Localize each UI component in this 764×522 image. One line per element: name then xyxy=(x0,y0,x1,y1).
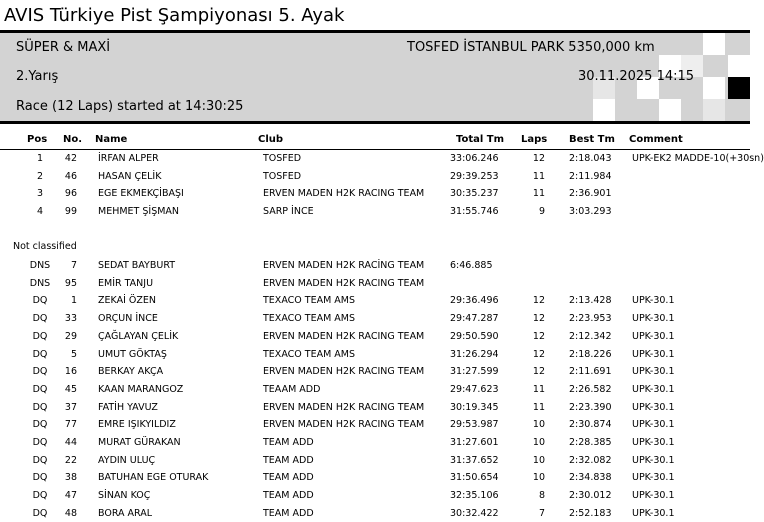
cell-name: SİNAN KOÇ xyxy=(98,490,151,502)
cell-best: 2:11.984 xyxy=(569,170,612,182)
cell-best: 2:13.428 xyxy=(569,295,612,307)
cell-pos: DNS xyxy=(29,277,51,289)
cell-comment: UPK-EK2 MADDE-10(+30sn) xyxy=(632,153,764,164)
cell-total: 33:06.246 xyxy=(450,153,499,164)
col-club: Club xyxy=(258,134,284,145)
cell-club: TEAM ADD xyxy=(263,490,314,502)
cell-comment: UPK-30.1 xyxy=(632,401,675,413)
cell-laps: 12 xyxy=(532,348,545,360)
cell-name: HASAN ÇELİK xyxy=(98,170,162,182)
table-row xyxy=(0,258,750,274)
cell-total: 31:27.601 xyxy=(450,437,499,448)
table-row xyxy=(0,169,750,185)
cell-total: 31:37.652 xyxy=(450,454,499,466)
cell-best: 2:12.342 xyxy=(569,330,612,342)
cell-comment: UPK-30.1 xyxy=(632,313,675,325)
cell-total: 29:47.623 xyxy=(450,383,499,395)
not-classified-heading: Not classified xyxy=(13,241,77,252)
cell-pos: DQ xyxy=(32,401,48,413)
cell-name: ÇAĞLAYAN ÇELİK xyxy=(98,330,179,342)
cell-club: TEXACO TEAM AMS xyxy=(263,313,356,325)
cell-laps: 9 xyxy=(538,206,545,218)
table-row xyxy=(0,151,764,167)
cell-best: 2:18.043 xyxy=(569,153,612,164)
table-row xyxy=(0,364,750,380)
cell-no: 44 xyxy=(64,437,77,448)
cell-name: KAAN MARANGOZ xyxy=(98,383,184,395)
cell-laps: 10 xyxy=(532,454,545,466)
cell-comment: UPK-30.1 xyxy=(632,472,675,484)
cell-laps: 11 xyxy=(532,188,545,200)
cell-pos: DQ xyxy=(32,348,48,360)
column-divider xyxy=(0,149,750,150)
cell-name: MEHMET ŞİŞMAN xyxy=(98,206,180,218)
cell-club: ERVEN MADEN H2K RACİNG TEAM xyxy=(263,260,425,271)
cell-club: ERVEN MADEN H2K RACING TEAM xyxy=(263,419,425,431)
page-title: AVIS Türkiye Pist Şampiyonası 5. Ayak xyxy=(4,5,345,26)
cell-name: AYDIN ULUÇ xyxy=(98,454,156,466)
cell-name: EMİR TANJU xyxy=(98,277,154,289)
cell-comment: UPK-30.1 xyxy=(632,330,675,342)
cell-laps: 12 xyxy=(532,295,545,307)
cell-club: TEAM ADD xyxy=(263,507,314,519)
cell-comment: UPK-30.1 xyxy=(632,295,675,307)
cell-no: 95 xyxy=(64,277,77,289)
table-row xyxy=(0,488,750,504)
cell-laps: 12 xyxy=(532,153,545,164)
cell-pos: 1 xyxy=(36,153,44,164)
cell-total: 30:19.345 xyxy=(450,401,499,413)
col-best: Best Tm xyxy=(569,134,615,145)
cell-comment: UPK-30.1 xyxy=(632,507,675,519)
cell-name: EMRE IŞIKYILDIZ xyxy=(98,419,176,431)
cell-name: BATUHAN EGE OTURAK xyxy=(98,472,209,484)
cell-no: 77 xyxy=(64,419,77,431)
cell-comment: UPK-30.1 xyxy=(632,383,675,395)
table-row xyxy=(0,186,750,202)
col-comment: Comment xyxy=(629,134,683,145)
cell-club: TEAM ADD xyxy=(263,437,314,448)
cell-best: 2:30.874 xyxy=(569,419,612,431)
cell-club: ERVEN MADEN H2K RACING TEAM xyxy=(263,366,425,378)
col-total: Total Tm xyxy=(456,134,505,145)
cell-total: 29:39.253 xyxy=(450,170,499,182)
cell-name: UMUT GÖKTAŞ xyxy=(98,348,167,360)
race-info: Race (12 Laps) started at 14:30:25 xyxy=(16,99,244,114)
cell-name: ZEKAİ ÖZEN xyxy=(98,295,156,307)
cell-pos: 4 xyxy=(36,206,44,218)
table-row xyxy=(0,276,750,292)
cell-name: BERKAY AKÇA xyxy=(98,366,164,378)
race-category: SÜPER & MAXİ xyxy=(16,40,111,55)
cell-no: 38 xyxy=(64,472,77,484)
cell-best: 2:11.691 xyxy=(569,366,612,378)
cell-total: 31:50.654 xyxy=(450,472,499,484)
cell-name: İRFAN ALPER xyxy=(98,153,159,164)
cell-club: ERVEN MADEN H2K RACING TEAM xyxy=(263,277,425,289)
cell-best: 2:26.582 xyxy=(569,383,612,395)
cell-total: 31:26.294 xyxy=(450,348,499,360)
cell-no: 37 xyxy=(64,401,77,413)
cell-total: 30:35.237 xyxy=(450,188,499,200)
cell-club: TOSFED xyxy=(263,170,302,182)
cell-no: 33 xyxy=(64,313,77,325)
cell-club: ERVEN MADEN H2K RACING TEAM xyxy=(263,401,425,413)
cell-total: 31:27.599 xyxy=(450,366,499,378)
table-row xyxy=(0,382,750,398)
cell-no: 48 xyxy=(64,507,77,519)
cell-laps: 8 xyxy=(538,490,545,502)
table-row xyxy=(0,400,750,416)
cell-total: 6:46.885 xyxy=(450,260,493,271)
cell-pos: DQ xyxy=(32,472,48,484)
cell-laps: 11 xyxy=(532,401,545,413)
cell-best: 2:18.226 xyxy=(569,348,612,360)
cell-name: FATİH YAVUZ xyxy=(98,401,158,413)
col-no: No. xyxy=(63,134,83,145)
cell-no: 5 xyxy=(70,348,77,360)
cell-best: 2:23.390 xyxy=(569,401,612,413)
cell-laps: 11 xyxy=(532,383,545,395)
cell-no: 7 xyxy=(70,260,77,271)
cell-name: EGE EKMEKÇİBAŞI xyxy=(98,188,184,200)
cell-comment: UPK-30.1 xyxy=(632,454,675,466)
cell-club: TEAM ADD xyxy=(263,472,314,484)
cell-best: 2:36.901 xyxy=(569,188,612,200)
cell-comment: UPK-30.1 xyxy=(632,419,675,431)
cell-pos: DQ xyxy=(32,490,48,502)
cell-club: TEXACO TEAM AMS xyxy=(263,348,356,360)
table-row xyxy=(0,293,750,309)
cell-comment: UPK-30.1 xyxy=(632,366,675,378)
cell-name: SEDAT BAYBURT xyxy=(98,260,176,271)
table-row xyxy=(0,453,750,469)
cell-no: 16 xyxy=(64,366,77,378)
cell-best: 3:03.293 xyxy=(569,206,612,218)
table-row xyxy=(0,311,750,327)
table-row xyxy=(0,435,750,451)
cell-laps: 12 xyxy=(532,330,545,342)
cell-pos: DQ xyxy=(32,366,48,378)
cell-club: TOSFED xyxy=(263,153,302,164)
cell-total: 29:47.287 xyxy=(450,313,499,325)
cell-club: TEAAM ADD xyxy=(263,383,321,395)
race-header xyxy=(0,33,750,121)
cell-best: 2:52.183 xyxy=(569,507,612,519)
cell-pos: DQ xyxy=(32,313,48,325)
header-divider xyxy=(0,121,750,124)
cell-laps: 10 xyxy=(532,419,545,431)
cell-no: 96 xyxy=(64,188,77,200)
cell-no: 42 xyxy=(64,153,77,164)
cell-laps: 12 xyxy=(532,313,545,325)
table-row xyxy=(0,417,750,433)
cell-comment: UPK-30.1 xyxy=(632,437,675,448)
cell-no: 99 xyxy=(64,206,77,218)
cell-pos: DNS xyxy=(29,260,51,271)
cell-total: 31:55.746 xyxy=(450,206,499,218)
cell-club: TEAM ADD xyxy=(263,454,314,466)
cell-comment: UPK-30.1 xyxy=(632,490,675,502)
cell-total: 30:32.422 xyxy=(450,507,499,519)
cell-club: ERVEN MADEN H2K RACING TEAM xyxy=(263,330,425,342)
cell-no: 29 xyxy=(64,330,77,342)
cell-pos: DQ xyxy=(32,437,48,448)
cell-best: 2:28.385 xyxy=(569,437,612,448)
track-info: TOSFED İSTANBUL PARK 5350,000 km xyxy=(407,40,655,55)
cell-best: 2:34.838 xyxy=(569,472,612,484)
cell-no: 45 xyxy=(64,383,77,395)
cell-pos: DQ xyxy=(32,295,48,307)
cell-comment: UPK-30.1 xyxy=(632,348,675,360)
cell-club: ERVEN MADEN H2K RACING TEAM xyxy=(263,188,425,200)
cell-laps: 7 xyxy=(538,507,545,519)
cell-name: ORÇUN İNCE xyxy=(98,313,158,325)
cell-laps: 12 xyxy=(532,366,545,378)
cell-laps: 11 xyxy=(532,170,545,182)
cell-best: 2:32.082 xyxy=(569,454,612,466)
col-name: Name xyxy=(95,134,128,145)
race-name: 2.Yarış xyxy=(16,69,59,84)
table-row xyxy=(0,506,750,522)
col-pos: Pos xyxy=(27,134,48,145)
table-row xyxy=(0,470,750,486)
cell-pos: 3 xyxy=(36,188,44,200)
table-row xyxy=(0,347,750,363)
cell-total: 29:53.987 xyxy=(450,419,499,431)
table-row xyxy=(0,329,750,345)
cell-laps: 10 xyxy=(532,437,545,448)
col-laps: Laps xyxy=(521,134,548,145)
cell-pos: 2 xyxy=(36,170,44,182)
cell-pos: DQ xyxy=(32,454,48,466)
cell-name: MURAT GÜRAKAN xyxy=(98,437,181,448)
cell-total: 32:35.106 xyxy=(450,490,499,502)
cell-no: 47 xyxy=(64,490,77,502)
cell-name: BORA ARAL xyxy=(98,507,153,519)
race-datetime: 30.11.2025 14:15 xyxy=(578,69,695,84)
cell-total: 29:50.590 xyxy=(450,330,499,342)
cell-best: 2:23.953 xyxy=(569,313,612,325)
cell-pos: DQ xyxy=(32,383,48,395)
cell-best: 2:30.012 xyxy=(569,490,612,502)
cell-club: SARP İNCE xyxy=(263,206,314,218)
cell-pos: DQ xyxy=(32,507,48,519)
cell-pos: DQ xyxy=(32,419,48,431)
cell-total: 29:36.496 xyxy=(450,295,499,307)
table-row xyxy=(0,204,750,220)
cell-no: 22 xyxy=(64,454,77,466)
cell-pos: DQ xyxy=(32,330,48,342)
cell-club: TEXACO TEAM AMS xyxy=(263,295,356,307)
cell-no: 46 xyxy=(64,170,77,182)
cell-no: 1 xyxy=(70,295,77,307)
cell-laps: 10 xyxy=(532,472,545,484)
